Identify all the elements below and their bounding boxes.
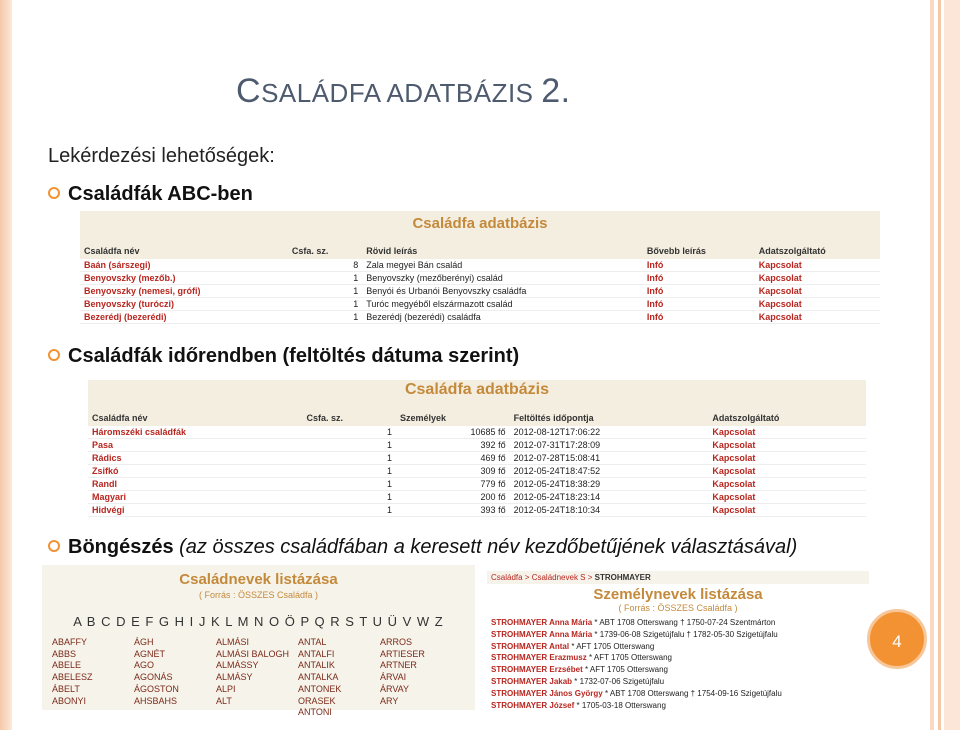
- person-link[interactable]: STROHMAYER József: [491, 700, 575, 710]
- bullet-chronological: Családfák időrendben (feltöltés dátuma szerint): [48, 345, 519, 368]
- column-header: Bővebb leírás: [643, 243, 755, 259]
- surname-column: [216, 637, 298, 719]
- table-link[interactable]: Kapcsolat: [708, 465, 866, 478]
- table-cell: 1: [288, 285, 362, 298]
- surname-link[interactable]: ANTALKA: [298, 672, 339, 683]
- surname-link[interactable]: ÁRVAY: [380, 683, 410, 694]
- table-cell: 2012-05-24T18:10:34: [510, 504, 709, 517]
- breadcrumb: Családfa > Családnevek S > STROHMAYER: [487, 571, 869, 584]
- intro-text: Lekérdezési lehetőségek:: [48, 145, 275, 167]
- table-link[interactable]: Kapcsolat: [755, 272, 880, 285]
- surname-link[interactable]: ABAFFY: [52, 637, 88, 647]
- person-link[interactable]: STROHMAYER Anna Mária: [491, 618, 593, 627]
- person-link[interactable]: STROHMAYER János György: [491, 688, 603, 698]
- surname-column: [298, 637, 380, 719]
- bullet-abc: Családfák ABC-ben: [48, 183, 253, 206]
- surname-column: [134, 637, 216, 719]
- surname-link[interactable]: ÁGH: [134, 637, 154, 647]
- table-cell: 309 fő: [396, 465, 510, 478]
- table-link[interactable]: Kapcsolat: [708, 478, 866, 491]
- person-row: [487, 700, 869, 712]
- table-cell: 779 fő: [396, 478, 510, 491]
- surname-link[interactable]: AGONÁS: [134, 672, 173, 683]
- table-cell: Benyói és Urbanói Benyovszky családfa: [362, 285, 643, 298]
- column-header: Adatszolgáltató: [755, 243, 880, 259]
- table-cell: 1: [302, 426, 396, 439]
- surname-grid: [42, 637, 475, 719]
- surname-link[interactable]: ALT: [216, 695, 232, 706]
- person-info: * 1705-03-18 Otterswang: [574, 700, 666, 710]
- person-link[interactable]: STROHMAYER Erazmusz: [491, 653, 587, 663]
- table-cell: 1: [302, 491, 396, 504]
- page-number: 4: [867, 609, 927, 669]
- surname-link[interactable]: ALMÁSSY: [216, 660, 259, 671]
- person-info: * ABT 1708 Otterswang † 1754-09-16 Szigetújfalu: [602, 688, 782, 698]
- table-link[interactable]: Infó: [643, 272, 755, 285]
- surname-link[interactable]: ANTAL: [298, 637, 327, 647]
- column-header: Családfa név: [88, 410, 302, 426]
- table-cell: 1: [302, 465, 396, 478]
- table-row: [88, 439, 866, 452]
- table-cell: 1: [302, 439, 396, 452]
- table-link[interactable]: Randl: [88, 478, 302, 491]
- surname-link[interactable]: ARY: [380, 695, 399, 706]
- db-title: Családfa adatbázis: [80, 211, 880, 243]
- table-link[interactable]: Kapcsolat: [708, 426, 866, 439]
- column-header: Személyek: [396, 410, 510, 426]
- person-link[interactable]: STROHMAYER Erzsébet: [491, 665, 583, 675]
- person-info: * 1739-06-08 Szigetújfalu † 1782-05-30 Szigetújfalu: [592, 629, 778, 639]
- table-cell: 2012-07-28T15:08:41: [510, 452, 709, 465]
- bullet-icon: [48, 187, 60, 199]
- table-row: [80, 298, 880, 311]
- table-link[interactable]: Infó: [643, 298, 755, 311]
- surname-link[interactable]: ARTIESER: [380, 648, 425, 659]
- table-link[interactable]: Kapcsolat: [755, 259, 880, 272]
- person-info: * AFT 1705 Otterswang: [586, 653, 672, 663]
- column-header: Feltöltés időpontja: [510, 410, 709, 426]
- table-row: [80, 272, 880, 285]
- surname-link[interactable]: ALPI: [216, 683, 236, 694]
- table-row: [88, 465, 866, 478]
- person-info: * ABT 1708 Otterswang † 1750-07-24 Szentmárton: [592, 618, 776, 627]
- person-row: [487, 652, 869, 664]
- column-header: Családfa név: [80, 243, 288, 259]
- family-table: [88, 410, 866, 517]
- screenshot-chrono-list: [88, 380, 866, 518]
- person-info: * AFT 1705 Otterswang: [569, 641, 655, 651]
- table-link[interactable]: Bezerédj (bezerédi): [80, 311, 288, 324]
- screenshot-abc-list: [80, 211, 880, 323]
- table-link[interactable]: Magyari: [88, 491, 302, 504]
- table-row: [80, 259, 880, 272]
- person-link[interactable]: STROHMAYER Anna Mária: [491, 629, 593, 639]
- bullet-icon: [48, 540, 60, 552]
- table-cell: 393 fő: [396, 504, 510, 517]
- table-row: [88, 478, 866, 491]
- table-row: [80, 285, 880, 298]
- surname-link[interactable]: ÁRVAI: [380, 672, 407, 683]
- table-link[interactable]: Zsifkó: [88, 465, 302, 478]
- bullet-icon: [48, 349, 60, 361]
- table-cell: Bezerédj (bezerédi) családfa: [362, 311, 643, 324]
- surname-link[interactable]: ALMÁSI BALOGH: [216, 648, 290, 659]
- surname-link[interactable]: AHSBAHS: [134, 695, 178, 706]
- table-link[interactable]: Infó: [643, 311, 755, 324]
- table-cell: 2012-05-24T18:38:29: [510, 478, 709, 491]
- bullet-browse: Böngészés (az összes családfában a keresett név kezdőbetűjének választásával): [48, 536, 797, 559]
- person-title: Személynevek listázása: [593, 586, 763, 603]
- table-row: [88, 452, 866, 465]
- table-cell: 1: [302, 504, 396, 517]
- table-cell: 1: [302, 478, 396, 491]
- surname-title: Családnevek listázása: [179, 571, 338, 588]
- surname-link[interactable]: ALMÁSY: [216, 672, 253, 683]
- surname-link[interactable]: ANTALIK: [298, 660, 335, 671]
- table-link[interactable]: Benyovszky (mezőb.): [80, 272, 288, 285]
- person-row: [487, 629, 869, 641]
- table-cell: 1: [288, 272, 362, 285]
- table-cell: Benyovszky (mezőberényi) család: [362, 272, 643, 285]
- table-cell: Turóc megyéből elszármazott család: [362, 298, 643, 311]
- surname-link[interactable]: ANTONI: [298, 707, 332, 718]
- slide-title: CSALÁDFA ADATBÁZIS 2.: [236, 72, 571, 110]
- table-link[interactable]: Kapcsolat: [755, 298, 880, 311]
- table-cell: Zala megyei Bán család: [362, 259, 643, 272]
- person-row: [487, 664, 869, 676]
- column-header: Rövid leírás: [362, 243, 643, 259]
- right-decor-border: [930, 0, 960, 730]
- person-rows: [487, 617, 869, 711]
- column-header: Adatszolgáltató: [708, 410, 866, 426]
- surname-link[interactable]: ANTONEK ORASEK: [298, 683, 342, 706]
- surname-link[interactable]: ABONYI: [52, 695, 87, 706]
- table-link[interactable]: Kapcsolat: [708, 491, 866, 504]
- table-link[interactable]: Kapcsolat: [708, 504, 866, 517]
- table-cell: 1: [288, 311, 362, 324]
- surname-link[interactable]: ABELE: [52, 660, 82, 671]
- table-link[interactable]: Kapcsolat: [755, 311, 880, 324]
- surname-link[interactable]: ANTALFI: [298, 648, 335, 659]
- table-link[interactable]: Kapcsolat: [755, 285, 880, 298]
- person-info: * 1732-07-06 Szigetújfalu: [572, 676, 665, 686]
- surname-link[interactable]: ABBS: [52, 648, 77, 659]
- table-cell: 2012-07-31T17:28:09: [510, 439, 709, 452]
- screenshot-surname-list: [42, 565, 475, 718]
- surname-link[interactable]: ÁGOSTON: [134, 683, 179, 694]
- surname-column: [52, 637, 134, 719]
- alphabet-links[interactable]: A B C D E F G H I J K L M N O Ö P Q R S T U Ü V W Z: [73, 614, 444, 629]
- surname-link[interactable]: AGO: [134, 660, 155, 671]
- surname-source: ( Forrás : ÖSSZES Családfa ): [198, 590, 319, 600]
- table-row: [88, 504, 866, 517]
- person-info: * AFT 1705 Otterswang: [582, 665, 668, 675]
- table-link[interactable]: Baán (sárszegi): [80, 259, 288, 272]
- table-row: [88, 426, 866, 439]
- person-row: [487, 641, 869, 653]
- surname-link[interactable]: ALMÁSI: [216, 637, 250, 647]
- table-cell: 8: [288, 259, 362, 272]
- person-link[interactable]: STROHMAYER Antal: [491, 641, 570, 651]
- table-row: [88, 491, 866, 504]
- table-cell: 392 fő: [396, 439, 510, 452]
- surname-link[interactable]: ABELESZ: [52, 672, 93, 683]
- column-header: Csfa. sz.: [302, 410, 396, 426]
- person-row: [487, 688, 869, 700]
- surname-column: [380, 637, 462, 719]
- surname-link[interactable]: ARROS: [380, 637, 413, 647]
- table-link[interactable]: Rádics: [88, 452, 302, 465]
- table-cell: 200 fő: [396, 491, 510, 504]
- screenshot-person-list: [487, 571, 869, 710]
- table-cell: 1: [302, 452, 396, 465]
- surname-link[interactable]: ÁBELT: [52, 683, 80, 694]
- person-link[interactable]: STROHMAYER Jakab: [491, 676, 573, 686]
- table-link[interactable]: Benyovszky (nemesi, grófi): [80, 285, 288, 298]
- table-cell: 1: [288, 298, 362, 311]
- table-cell: 469 fő: [396, 452, 510, 465]
- table-link[interactable]: Pasa: [88, 439, 302, 452]
- table-link[interactable]: Hidvégi: [88, 504, 302, 517]
- left-decor-border: [0, 0, 12, 730]
- table-link[interactable]: Infó: [643, 285, 755, 298]
- table-link[interactable]: Háromszéki családfák: [88, 426, 302, 439]
- table-cell: 2012-08-12T17:06:22: [510, 426, 709, 439]
- column-header: Csfa. sz.: [288, 243, 362, 259]
- table-cell: 2012-05-24T18:47:52: [510, 465, 709, 478]
- table-row: [80, 311, 880, 324]
- person-row: [487, 676, 869, 688]
- table-cell: 2012-05-24T18:23:14: [510, 491, 709, 504]
- surname-link[interactable]: ARTNER: [380, 660, 417, 671]
- table-link[interactable]: Infó: [643, 259, 755, 272]
- person-source: ( Forrás : ÖSSZES Családfa ): [618, 603, 738, 613]
- table-link[interactable]: Kapcsolat: [708, 452, 866, 465]
- table-link[interactable]: Kapcsolat: [708, 439, 866, 452]
- table-link[interactable]: Benyovszky (turóczi): [80, 298, 288, 311]
- surname-link[interactable]: AGNÉT: [134, 648, 166, 659]
- table-cell: 10685 fő: [396, 426, 510, 439]
- db-title: Családfa adatbázis: [88, 380, 866, 410]
- family-table: [80, 243, 880, 324]
- person-row: [487, 617, 869, 629]
